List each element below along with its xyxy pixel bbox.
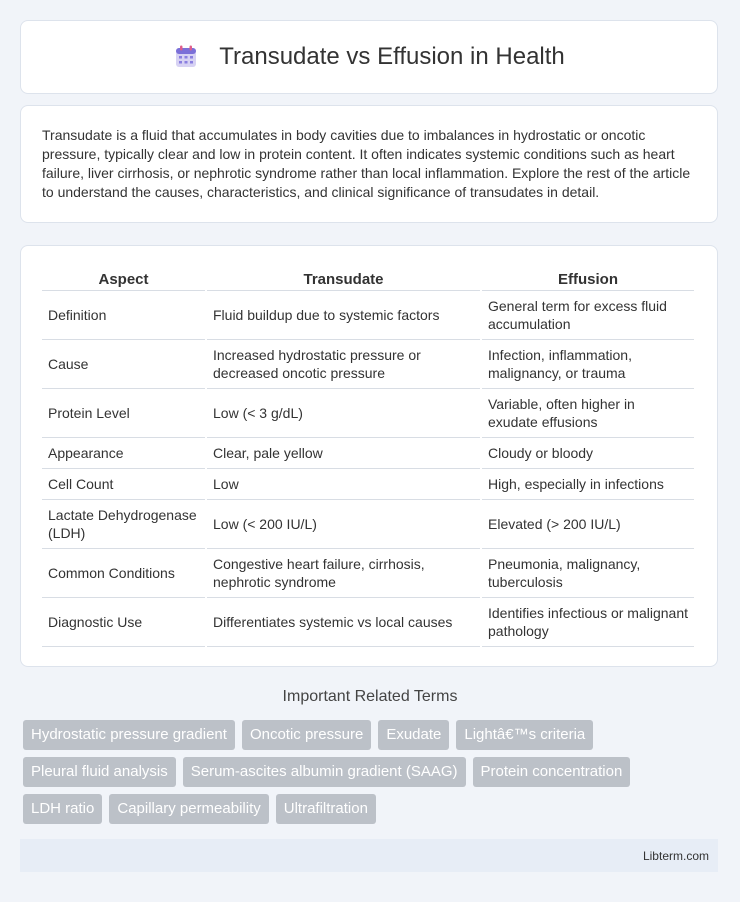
header-aspect: Aspect	[42, 265, 205, 291]
related-terms-title: Important Related Terms	[282, 688, 458, 705]
cell-transudate: Low	[207, 469, 480, 500]
cell-transudate: Low (< 200 IU/L)	[207, 500, 480, 549]
calendar-icon	[173, 44, 199, 70]
related-term-tag[interactable]: Lightâ€™s criteria	[456, 720, 593, 750]
related-term-tag[interactable]: Exudate	[378, 720, 449, 750]
related-term-tag[interactable]: Oncotic pressure	[242, 720, 371, 750]
cell-aspect: Cell Count	[42, 469, 205, 500]
page-title: Transudate vs Effusion in Health	[219, 43, 565, 70]
cell-effusion: Elevated (> 200 IU/L)	[482, 500, 694, 549]
related-term-tag[interactable]: Capillary permeability	[109, 794, 268, 824]
table-header-row	[42, 265, 694, 291]
cell-effusion: Infection, inflammation, malignancy, or trauma	[482, 340, 694, 389]
footer-brand[interactable]: Libterm.com	[642, 848, 709, 863]
intro-text: Transudate is a fluid that accumulates in body cavities due to imbalances in hydrostatic or oncotic pressure, typically clear and low in protein content. It often indicates systemic conditions such as heart failure, liver cirrhosis, or nephrotic syndrome rather than local inflammation. Explore the rest of the article to understand the causes, characteristics, and clinical significance of transudates in detail.	[42, 127, 691, 200]
footer	[20, 839, 718, 872]
header-transudate: Transudate	[207, 265, 480, 291]
cell-aspect: Cause	[42, 340, 205, 389]
cell-aspect: Protein Level	[42, 389, 205, 438]
cell-transudate: Low (< 3 g/dL)	[207, 389, 480, 438]
comparison-table-card	[20, 245, 718, 667]
cell-aspect: Lactate Dehydrogenase (LDH)	[42, 500, 205, 549]
cell-transudate: Differentiates systemic vs local causes	[207, 598, 480, 647]
table-row	[42, 469, 694, 500]
table-row	[42, 438, 694, 469]
cell-aspect: Appearance	[42, 438, 205, 469]
table-row	[42, 389, 694, 438]
header-card	[20, 20, 718, 94]
table-row	[42, 549, 694, 598]
cell-aspect: Common Conditions	[42, 549, 205, 598]
cell-transudate: Increased hydrostatic pressure or decreased oncotic pressure	[207, 340, 480, 389]
cell-aspect: Diagnostic Use	[42, 598, 205, 647]
cell-effusion: Cloudy or bloody	[482, 438, 694, 469]
cell-transudate: Congestive heart failure, cirrhosis, nephrotic syndrome	[207, 549, 480, 598]
intro-card	[20, 105, 718, 223]
cell-effusion: Variable, often higher in exudate effusions	[482, 389, 694, 438]
cell-effusion: High, especially in infections	[482, 469, 694, 500]
table-row	[42, 291, 694, 340]
related-term-tag[interactable]: Serum-ascites albumin gradient (SAAG)	[183, 757, 466, 787]
cell-effusion: General term for excess fluid accumulation	[482, 291, 694, 340]
comparison-table	[40, 265, 696, 647]
table-row	[42, 340, 694, 389]
table-row	[42, 500, 694, 549]
related-term-tag[interactable]: LDH ratio	[23, 794, 102, 824]
related-term-tag[interactable]: Pleural fluid analysis	[23, 757, 176, 787]
related-term-tag[interactable]: Ultrafiltration	[276, 794, 376, 824]
cell-effusion: Identifies infectious or malignant pathology	[482, 598, 694, 647]
table-row	[42, 598, 694, 647]
cell-effusion: Pneumonia, malignancy, tuberculosis	[482, 549, 694, 598]
related-terms-list	[23, 720, 703, 824]
related-term-tag[interactable]: Protein concentration	[473, 757, 631, 787]
cell-transudate: Clear, pale yellow	[207, 438, 480, 469]
cell-aspect: Definition	[42, 291, 205, 340]
header-effusion: Effusion	[482, 265, 694, 291]
related-term-tag[interactable]: Hydrostatic pressure gradient	[23, 720, 235, 750]
cell-transudate: Fluid buildup due to systemic factors	[207, 291, 480, 340]
